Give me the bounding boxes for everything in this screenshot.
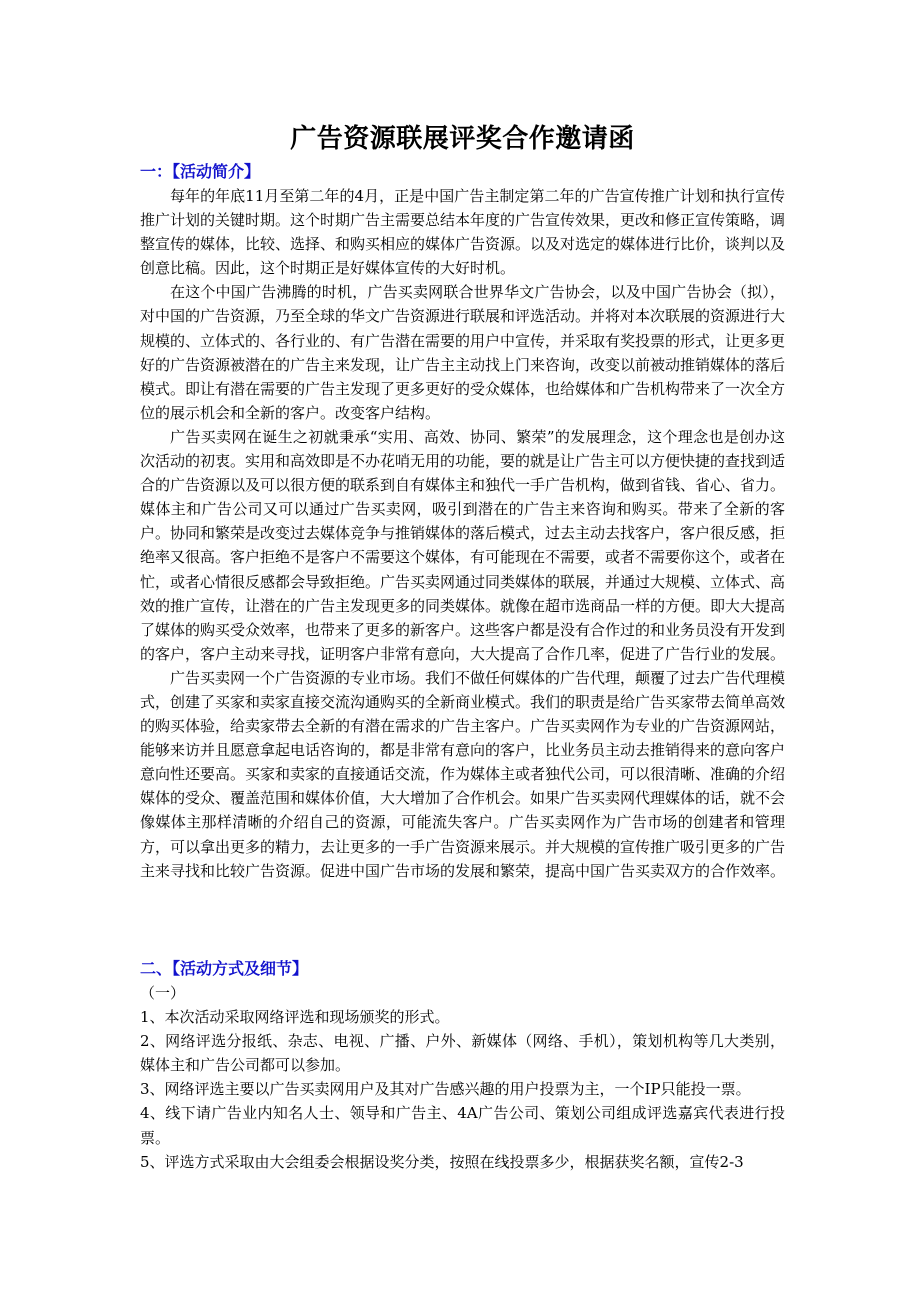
- document-title: 广告资源联展评奖合作邀请函: [290, 124, 635, 154]
- activity-details-list: [140, 981, 785, 1174]
- subsection-label: （一）: [140, 984, 186, 1002]
- intro-paragraph: 每年的年底11月至第二年的4月，正是中国广告主制定第二年的广告宣传推广计划和执行宣传推广计划的关键时期。这个时期广告主需要总结本年度的广告宣传效果，更改和修正宣传策略，调整宣传的媒体，比较、选择、和购买相应的媒体广告资源。以及对选定的媒体进行比价，谈判以及创意比稿。因此，这个时期正是好媒体宣传的大好时机。: [140, 187, 786, 278]
- intro-paragraph: 在这个中国广告沸腾的时机，广告买卖网联合世界华文广告协会，以及中国广告协会（拟），对中国的广告资源，乃至全球的华文广告资源进行联展和评选活动。并将对本次联展的资源进行大规模的、立体式的、各行业的、有广告潜在需要的用户中宣传，并采取有奖投票的形式，让更多更好的广告资源被潜在的广告主来发现，让广告主主动找上门来咨询，改变以前被动推销媒体的落后模式。即让有潜在需要的广告主发现了更多更好的受众媒体，也给媒体和广告机构带来了一次全方位的展示机会和全新的客户。改变客户结构。: [140, 283, 786, 422]
- section-heading-activity-intro: 一：【活动简介】: [140, 162, 261, 181]
- intro-paragraph: 广告买卖网在诞生之初就秉承“实用、高效、协同、繁荣”的发展理念，这个理念也是创办这次活动的初衷。实用和高效即是不办花哨无用的功能，要的就是让广告主可以方便快捷的查找到适合的广告资源以及可以很方便的联系到自有媒体主和独代一手广告机构，做到省钱、省心、省力。媒体主和广告公司又可以通过广告买卖网，吸引到潜在的广告主来咨询和购买。带来了全新的客户。协同和繁荣是改变过去媒体竞争与推销媒体的落后模式，过去主动去找客户，客户很反感，拒绝率又很高。客户拒绝不是客户不需要这个媒体，有可能现在不需要，或者不需要你这个，或者在忙，或者心情很反感都会导致拒绝。广告买卖网通过同类媒体的联展，并通过大规模、立体式、高效的推广宣传，让潜在的广告主发现更多的同类媒体。就像在超市选商品一样的方便。即大大提高了媒体的购买受众效率，也带来了更多的新客户。这些客户都是没有合作过的和业务员没有开发到的客户，客户主动来寻找，证明客户非常有意向，大大提高了合作几率，促进了广告行业的发展。: [140, 427, 786, 663]
- list-item: 3、网络评选主要以广告买卖网用户及其对广告感兴趣的用户投票为主，一个IP只能投一票。: [140, 1080, 751, 1099]
- section-heading-activity-details: 二、【活动方式及细节】: [140, 959, 309, 978]
- intro-paragraph: 广告买卖网一个广告资源的专业市场。我们不做任何媒体的广告代理，颠覆了过去广告代理模式，创建了买家和卖家直接交流沟通购买的全新商业模式。我们的职责是给广告买家带去简单高效的购买体验，给卖家带去全新的有潜在需求的广告主客户。广告买卖网作为专业的广告资源网站，能够来访并且愿意拿起电话咨询的，都是非常有意向的客户，比业务员主动去推销得来的意向客户意向性还要高。买家和卖家的直接通话交流，作为媒体主或者独代公司，可以很清晰、准确的介绍媒体的受众、覆盖范围和媒体价值，大大增加了合作机会。如果广告买卖网代理媒体的话，就不会像媒体主那样清晰的介绍自己的资源，可能流失客户。广告买卖网作为广告市场的创建者和管理方，可以拿出更多的精力，去让更多的一手广告资源来展示。并大规模的宣传推广吸引更多的广告主来寻找和比较广告资源。促进中国广告市场的发展和繁荣，提高中国广告买卖双方的合作效率。: [140, 668, 786, 880]
- activity-intro-text: [140, 184, 785, 883]
- list-item: 5、评选方式采取由大会组委会根据设奖分类，按照在线投票多少，根据获奖名额，宣传2-3: [140, 1152, 744, 1171]
- list-item: 1、本次活动采取网络评选和现场颁奖的形式。: [140, 1008, 450, 1027]
- list-item: 2、网络评选分报纸、杂志、电视、广播、户外、新媒体（网络、手机），策划机构等几大类别，媒体主和广告公司都可以参加。: [140, 1032, 785, 1075]
- list-item: 4、线下请广告业内知名人士、领导和广告主、4A广告公司、策划公司组成评选嘉宾代表进行投票。: [140, 1104, 785, 1147]
